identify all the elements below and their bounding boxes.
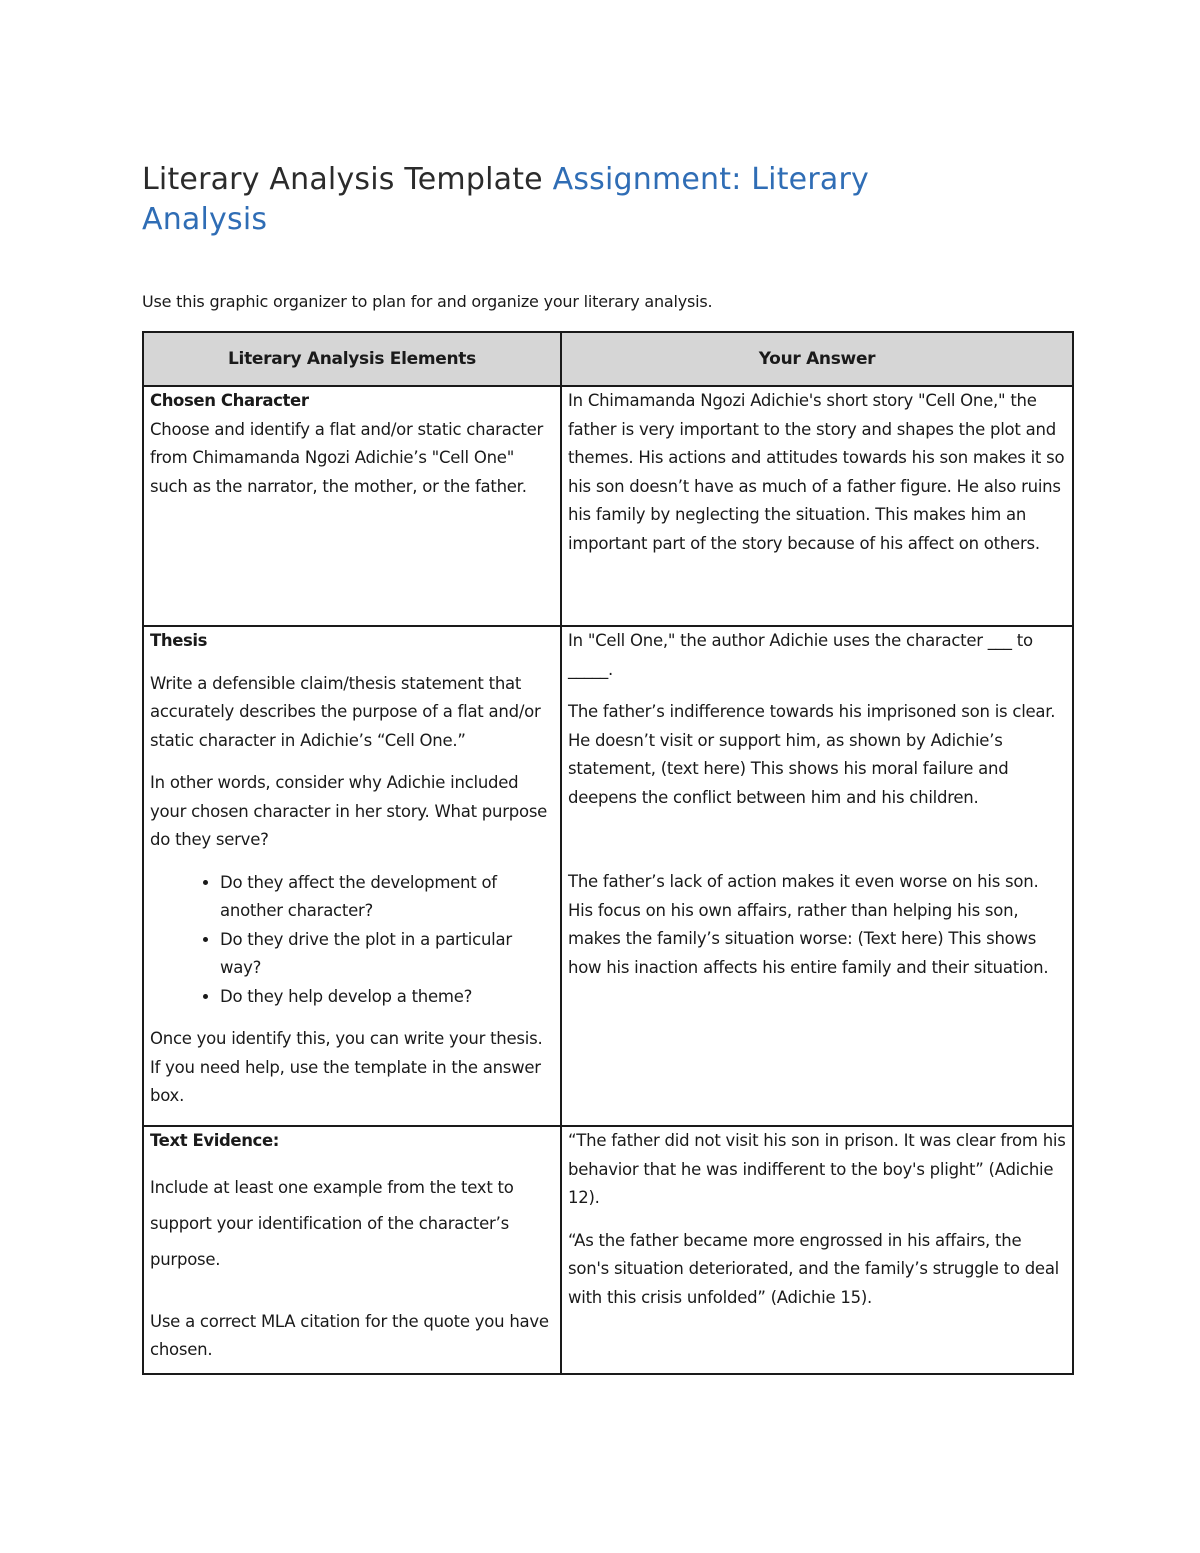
list-item: • Do they drive the plot in a particular way? <box>220 926 554 983</box>
label-chosen-character: Chosen Character <box>150 391 309 410</box>
table-row-chosen-character <box>143 386 1073 626</box>
answer-thesis-paragraph-1: The father’s indifference towards his imprisoned son is clear. He doesn’t visit or support him, as shown by Adichie’s statement, (text here) This shows his moral failure and deepens the conflict between him and his children. <box>568 702 1056 807</box>
instructions-chosen-character: Choose and identify a flat and/or static character from Chimamanda Ngozi Adichie’s "Cell One" such as the narrator, the mother, or the father. <box>150 419 544 496</box>
intro-text: Use this graphic organizer to plan for and organize your literary analysis. <box>142 292 713 311</box>
instructions-text-evidence: Include at least one example from the text to support your identification of the character’s purpose. <box>150 1177 514 1269</box>
element-cell-chosen-character <box>143 386 561 626</box>
table-row-text-evidence <box>143 1126 1073 1374</box>
title-assignment: Assignment: Literary Analysis <box>142 162 869 237</box>
answer-thesis-template: In "Cell One," the author Adichie uses the character ___ to _____. <box>568 631 1033 679</box>
instructions-thesis-purpose: In other words, consider why Adichie included your chosen character in her story. What purpose do they serve? <box>150 773 548 849</box>
header-elements: Literary Analysis Elements <box>143 332 561 386</box>
list-item: • Do they help develop a theme? <box>220 983 554 1012</box>
instructions-mla-citation: Use a correct MLA citation for the quote you have chosen. <box>150 1311 549 1359</box>
answer-evidence-quote-2: “As the father became more engrossed in his affairs, the son's situation deteriorated, and the family’s struggle to deal with this crisis unfolded” (Adichie 15). <box>568 1230 1060 1307</box>
document-title <box>142 160 1002 240</box>
title-main: Literary Analysis Template <box>142 162 543 197</box>
answer-evidence-quote-1: “The father did not visit his son in prison. It was clear from his behavior that he was indifferent to the boy's plight” (Adichie 12). <box>568 1131 1066 1207</box>
graphic-organizer-table <box>142 331 1074 1375</box>
answer-cell-text-evidence[interactable] <box>561 1126 1073 1374</box>
instructions-thesis-closing: Once you identify this, you can write your thesis. If you need help, use the template in the answer box. <box>150 1029 543 1105</box>
answer-cell-thesis[interactable] <box>561 626 1073 1126</box>
thesis-question-list <box>150 869 554 1012</box>
element-cell-text-evidence <box>143 1126 561 1374</box>
label-text-evidence: Text Evidence: <box>150 1131 279 1150</box>
document-page <box>142 160 1072 1359</box>
list-item: • Do they affect the development of another character? <box>220 869 554 926</box>
element-cell-thesis <box>143 626 561 1126</box>
label-thesis: Thesis <box>150 631 208 650</box>
header-your-answer: Your Answer <box>561 332 1073 386</box>
answer-chosen-character: In Chimamanda Ngozi Adichie's short story "Cell One," the father is very important to the story and shapes the plot and themes. His actions and attitudes towards his son makes it so his son doesn’t have as much of a father figure. He also ruins his family by neglecting the situation. This makes him an important part of the story because of his affect on others. <box>568 391 1065 553</box>
instructions-thesis-claim: Write a defensible claim/thesis statement that accurately describes the purpose of a flat and/or static character in Adichie’s “Cell One.” <box>150 673 541 750</box>
table-header-row <box>143 332 1073 386</box>
answer-cell-chosen-character[interactable] <box>561 386 1073 626</box>
table-row-thesis <box>143 626 1073 1126</box>
answer-thesis-paragraph-2: The father’s lack of action makes it even worse on his son. His focus on his own affairs, rather than helping his son, makes the family’s situation worse: (Text here) This shows how his inaction affects his entire family and their situation. <box>568 872 1049 977</box>
